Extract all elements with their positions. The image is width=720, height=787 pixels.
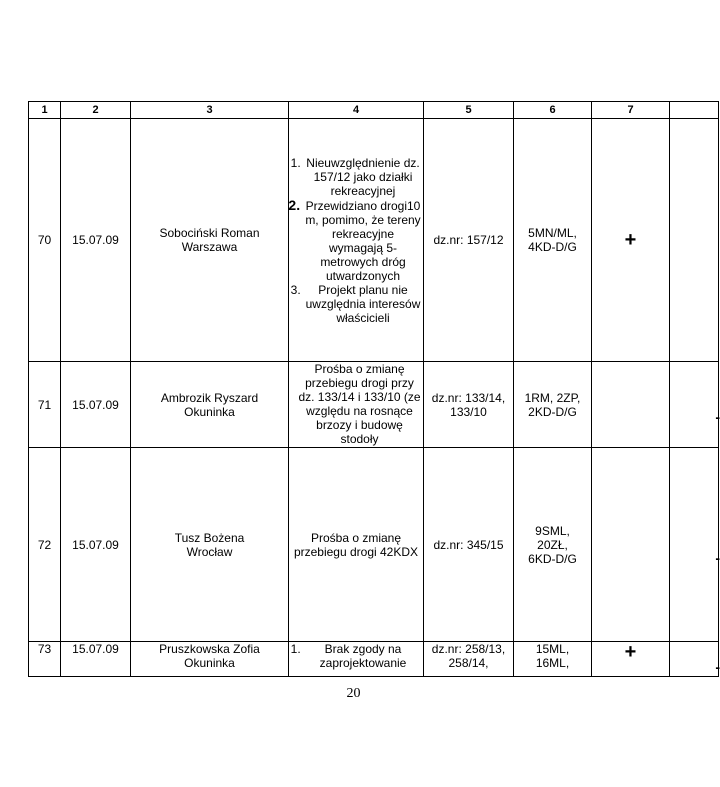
row-parcels: dz.nr: 133/14, 133/10	[424, 362, 514, 448]
zone-line: 4KD-D/G	[528, 240, 577, 254]
person-name: Ambrozik Ryszard	[160, 390, 259, 405]
row-col8	[670, 119, 719, 362]
table-row	[29, 362, 719, 448]
row-date: 15.07.09	[61, 448, 131, 642]
zone-line: 6KD-D/G	[528, 551, 577, 566]
objections-table	[28, 101, 719, 677]
issue-list	[291, 156, 421, 325]
row-col8	[670, 362, 719, 448]
row-person	[131, 642, 289, 677]
row-number: 72	[29, 448, 61, 642]
row-zones	[514, 362, 592, 448]
table-row	[29, 119, 719, 362]
table-row	[29, 448, 719, 642]
row-zones	[514, 642, 592, 677]
row-description	[289, 642, 424, 677]
column-header: 3	[131, 102, 289, 119]
zone-line: 15ML,	[535, 642, 570, 656]
column-header: 4	[289, 102, 424, 119]
row-col7	[592, 362, 670, 448]
row-zones	[514, 448, 592, 642]
zone-line: 1RM, 2ZP,	[524, 390, 581, 405]
minus-mark: -	[715, 409, 720, 425]
zone-line: 2KD-D/G	[528, 404, 577, 419]
row-description: Prośba o zmianę przebiegu drogi przy dz. 133/14 i 133/10 (ze względu na rosnące brzozy i budowę stodoły	[289, 362, 424, 448]
row-person	[131, 119, 289, 362]
column-header: 1	[29, 102, 61, 119]
person-place: Okuninka	[184, 656, 235, 670]
row-person	[131, 448, 289, 642]
row-col7	[592, 642, 670, 677]
issue-list	[291, 642, 421, 670]
plus-mark: +	[624, 641, 637, 663]
row-parcels: dz.nr: 345/15	[424, 448, 514, 642]
row-col8	[670, 448, 719, 642]
person-place: Warszawa	[181, 240, 238, 254]
row-number: 73	[29, 642, 61, 677]
row-col8	[670, 642, 719, 677]
row-person	[131, 362, 289, 448]
person-place: Wrocław	[186, 544, 233, 559]
row-zones	[514, 119, 592, 362]
row-description: Prośba o zmianę przebiegu drogi 42KDX	[289, 448, 424, 642]
column-header	[670, 102, 719, 119]
row-number: 71	[29, 362, 61, 448]
zone-line: 5MN/ML,	[528, 226, 577, 240]
minus-mark: -	[715, 659, 720, 675]
row-date: 15.07.09	[61, 642, 131, 677]
issue-item: 2. Przewidziano drogi10 m, pomimo, że tereny rekreacyjne wymagają 5-metrowych dróg utwardzonych	[304, 198, 421, 283]
issue-item: 1. Brak zgody na zaprojektowanie	[304, 642, 421, 670]
page-number: 20	[346, 686, 361, 701]
column-header: 2	[61, 102, 131, 119]
issue-item: 1. Nieuwzględnienie dz. 157/12 jako działki rekreacyjnej	[304, 156, 421, 198]
objections-table-region	[28, 101, 720, 683]
row-col7	[592, 448, 670, 642]
person-name: Pruszkowska Zofia	[159, 642, 260, 656]
person-place: Okuninka	[184, 404, 235, 419]
row-date: 15.07.09	[61, 362, 131, 448]
row-description	[289, 119, 424, 362]
issue-item: 3. Projekt planu nie uwzględnia interesów właścicieli	[304, 283, 421, 325]
minus-mark: -	[715, 550, 720, 566]
row-col7	[592, 119, 670, 362]
table-row	[29, 642, 719, 677]
zone-line: 16ML,	[535, 656, 570, 670]
row-parcels: dz.nr: 157/12	[424, 119, 514, 362]
row-number: 70	[29, 119, 61, 362]
column-header: 7	[592, 102, 670, 119]
column-header: 5	[424, 102, 514, 119]
column-header: 6	[514, 102, 592, 119]
zone-line: 20ZŁ,	[537, 537, 568, 552]
row-date: 15.07.09	[61, 119, 131, 362]
row-parcels: dz.nr: 258/13, 258/14,	[424, 642, 514, 677]
person-name: Tusz Bożena	[174, 530, 245, 545]
table-header-row	[29, 102, 719, 119]
zone-line: 9SML,	[535, 523, 570, 538]
person-name: Sobociński Roman	[159, 226, 260, 240]
plus-mark: +	[624, 229, 637, 251]
